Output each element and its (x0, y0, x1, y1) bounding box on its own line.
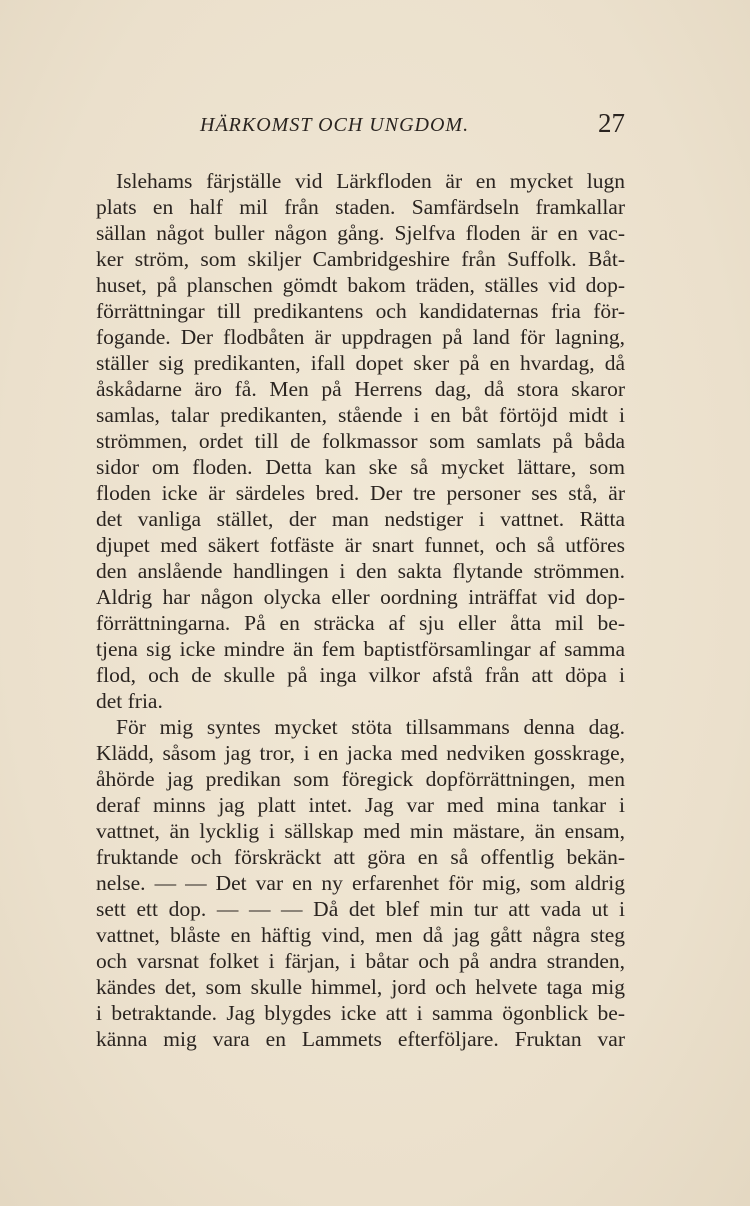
text-line: det vanliga stället, der man nedstiger i vattnet. Rätta (96, 507, 625, 531)
text-line: nelse. — — Det var en ny erfarenhet för mig, som aldrig (96, 871, 625, 895)
text-line: Klädd, såsom jag tror, i en jacka med nedviken gosskrage, (96, 741, 625, 765)
text-line: förrättningar till predikantens och kandidaternas fria för- (96, 299, 625, 323)
text-line: flod, och de skulle på inga vilkor afstå från att döpa i (96, 663, 625, 687)
text-line: och varsnat folket i färjan, i båtar och på andra stranden, (96, 949, 625, 973)
text-line: huset, på planschen gömdt bakom träden, ställes vid dop- (96, 273, 625, 297)
text-line: vattnet, än lycklig i sällskap med min mästare, än ensam, (96, 819, 625, 843)
text-line: förrättningarna. På en sträcka af sju eller åtta mil be- (96, 611, 625, 635)
text-line: sett ett dop. — — — Då det blef min tur att vada ut i (96, 897, 625, 921)
text-line: sällan något buller någon gång. Sjelfva floden är en vac- (96, 221, 625, 245)
text-line: Aldrig har någon olycka eller oordning inträffat vid dop- (96, 585, 625, 609)
text-line: fogande. Der flodbåten är uppdragen på land för lagning, (96, 325, 625, 349)
text-line: kändes det, som skulle himmel, jord och helvete taga mig (96, 975, 625, 999)
text-line: floden icke är särdeles bred. Der tre personer ses stå, är (96, 481, 625, 505)
text-line: fruktande och förskräckt att göra en så offentlig bekän- (96, 845, 625, 869)
page-number: 27 (598, 108, 625, 138)
text-line: åskådarne äro få. Men på Herrens dag, då stora skaror (96, 377, 625, 401)
text-line: vattnet, blåste en häftig vind, men då jag gått några steg (96, 923, 625, 947)
text-line: tjena sig icke mindre än fem baptistförsamlingar af samma (96, 637, 625, 661)
text-line: åhörde jag predikan som föregick dopförrättningen, men (96, 767, 625, 791)
text-line: den anslående handlingen i den sakta flytande strömmen. (96, 559, 625, 583)
text-line: i betraktande. Jag blygdes icke att i samma ögonblick be- (96, 1001, 625, 1025)
text-line: ställer sig predikanten, ifall dopet sker på en hvardag, då (96, 351, 625, 375)
text-line: samlas, talar predikanten, stående i en båt förtöjd midt i (96, 403, 625, 427)
text-line: det fria. (96, 689, 163, 713)
text-line: deraf minns jag platt intet. Jag var med mina tankar i (96, 793, 625, 817)
text-line: sidor om floden. Detta kan ske så mycket lättare, som (96, 455, 625, 479)
text-line: Islehams färjställe vid Lärkfloden är en mycket lugn (116, 169, 625, 193)
text-line: strömmen, ordet till de folkmassor som samlats på båda (96, 429, 625, 453)
text-line: För mig syntes mycket stöta tillsammans denna dag. (116, 715, 625, 739)
text-line: djupet med säkert fotfäste är snart funnet, och så utföres (96, 533, 625, 557)
text-line: ker ström, som skiljer Cambridgeshire från Suffolk. Båt- (96, 247, 625, 271)
text-line: plats en half mil från staden. Samfärdseln framkallar (96, 195, 625, 219)
running-head: HÄRKOMST OCH UNGDOM. (200, 114, 470, 136)
text-line: känna mig vara en Lammets efterföljare. Fruktan var (96, 1027, 625, 1051)
